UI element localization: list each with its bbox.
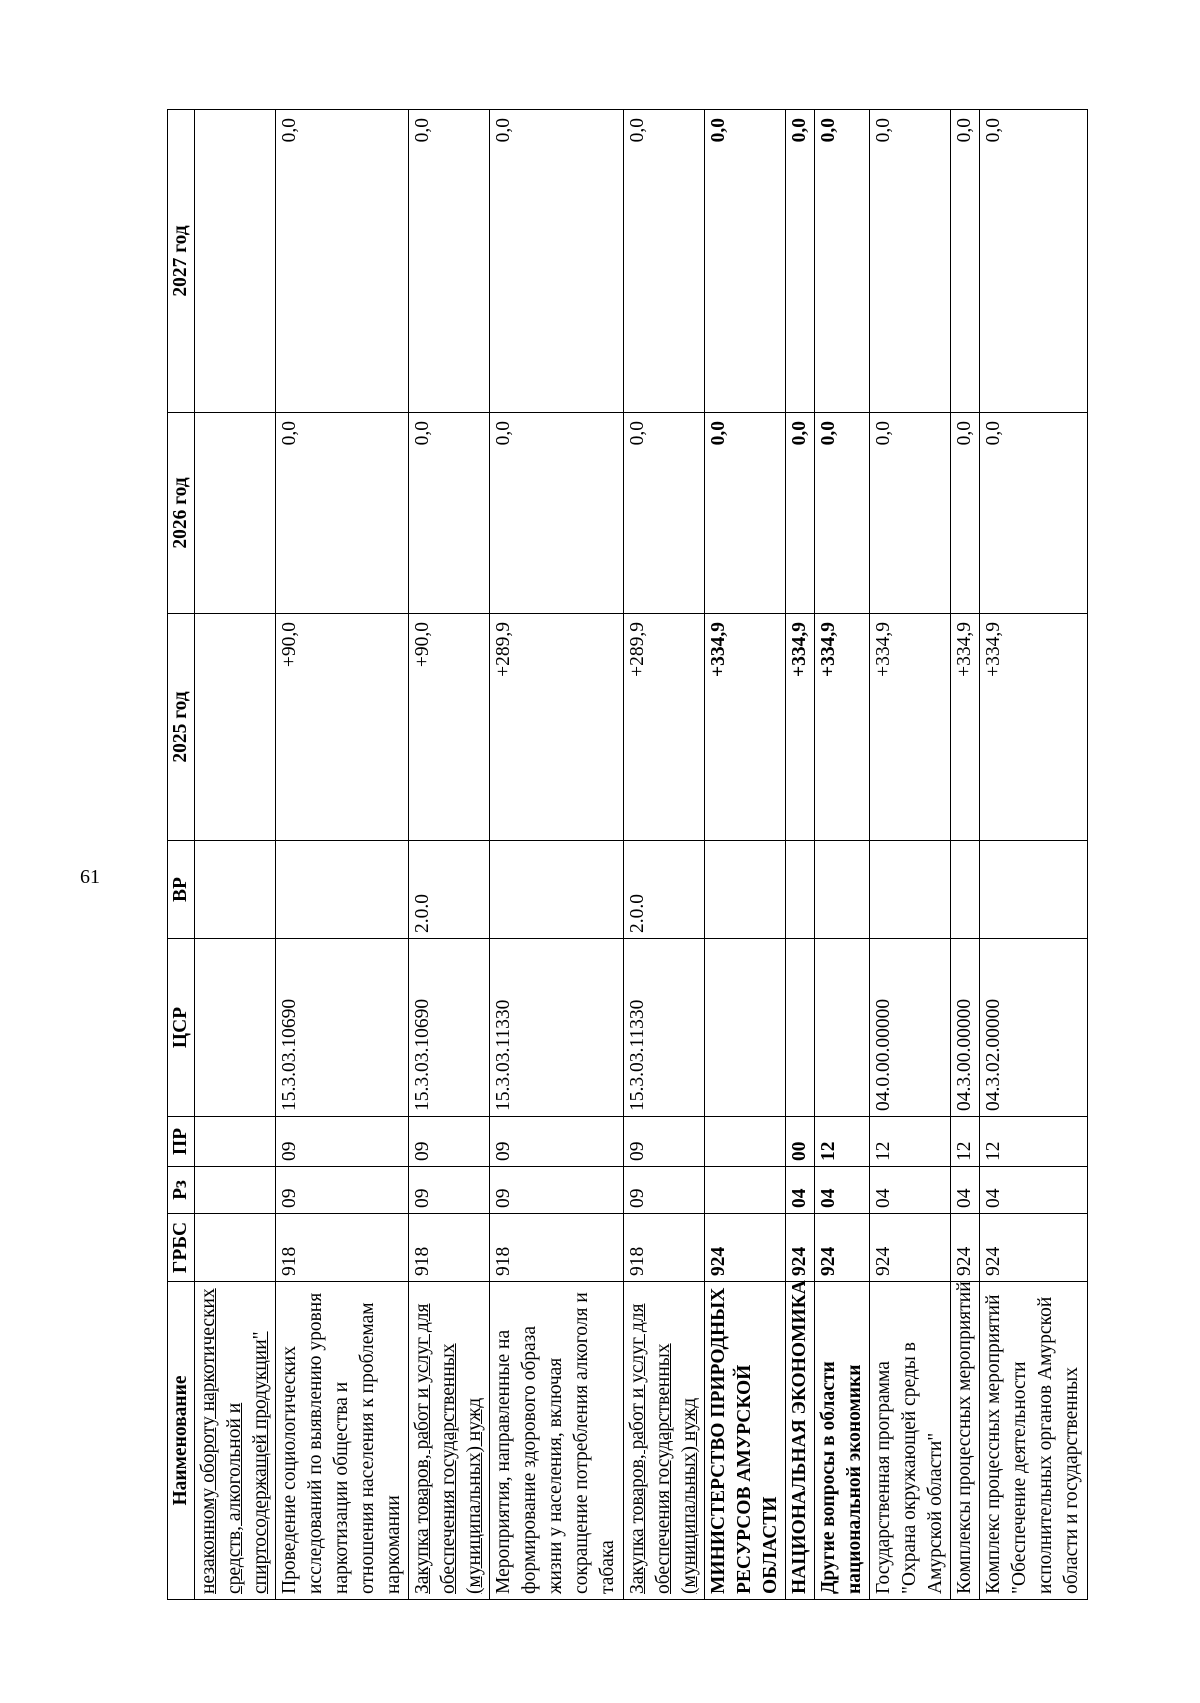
cell-csr: 04.3.02.00000 [980,939,1088,1117]
cell-2026: 0,0 [705,413,786,614]
table-row [705,110,786,1600]
cell-2027: 0,0 [870,110,951,413]
cell-vr: 2.0.0 [409,841,490,939]
cell-grbs: 924 [815,1214,870,1282]
cell-2025: +90,0 [276,614,409,841]
header-2025: 2025 год [168,614,195,841]
cell-grbs: 918 [276,1214,409,1282]
cell-rz: 09 [276,1167,409,1214]
cell-name: Проведение социологических исследований по выявлению уровня наркотизации общества и отношения населения к проблемам наркомании [276,1282,409,1600]
cell-vr [705,841,786,939]
cell-csr [705,939,786,1117]
cell-name: Другие вопросы в области национальной экономики [815,1282,870,1600]
cell-2027: 0,0 [624,110,705,413]
cell-pr: 12 [951,1117,980,1167]
cell-2025: +90,0 [409,614,490,841]
cell-pr: 12 [815,1117,870,1167]
table-row [786,110,815,1600]
cell-csr: 15.3.03.11330 [490,939,624,1117]
cell-2025: +289,9 [490,614,624,841]
cell-rz: 04 [815,1167,870,1214]
cell-rz: 04 [980,1167,1088,1214]
header-rz: Рз [168,1167,195,1214]
cell-2027: 0,0 [705,110,786,413]
cell-2026: 0,0 [490,413,624,614]
name-text: Закупка товаров, работ и услуг для обеспечения государственных (муниципальных) нужд [627,1303,700,1594]
cell-rz: 04 [870,1167,951,1214]
cell-pr: 09 [276,1117,409,1167]
cell-2027: 0,0 [980,110,1088,413]
cell-2026 [195,413,276,614]
cell-pr: 12 [870,1117,951,1167]
cell-2026: 0,0 [980,413,1088,614]
cell-grbs: 924 [951,1214,980,1282]
header-csr: ЦСР [168,939,195,1117]
cell-2027: 0,0 [276,110,409,413]
cell-grbs: 924 [705,1214,786,1282]
cell-rz: 04 [786,1167,815,1214]
cell-pr: 12 [980,1117,1088,1167]
table-row [276,110,409,1600]
cell-rz: 09 [624,1167,705,1214]
cell-name: Мероприятия, направленные на формирование здорового образа жизни у населения, включая сокращение потребления алкоголя и табака [490,1282,624,1600]
cell-csr [786,939,815,1117]
name-text: незаконному обороту наркотических средств, алкогольной и спиртосодержащей продукции" [198,1288,271,1594]
cell-grbs: 918 [624,1214,705,1282]
cell-2025: +334,9 [870,614,951,841]
cell-grbs: 924 [980,1214,1088,1282]
cell-name [409,1282,490,1600]
cell-2027: 0,0 [951,110,980,413]
table-row [409,110,490,1600]
cell-2025: +334,9 [705,614,786,841]
table-row [815,110,870,1600]
cell-vr [195,841,276,939]
cell-name [624,1282,705,1600]
cell-2025 [195,614,276,841]
cell-csr: 15.3.03.10690 [409,939,490,1117]
cell-2027: 0,0 [786,110,815,413]
cell-csr [815,939,870,1117]
cell-grbs: 924 [786,1214,815,1282]
cell-vr [815,841,870,939]
cell-rz [195,1167,276,1214]
budget-table [167,109,1088,1600]
table-row [951,110,980,1600]
cell-2025: +334,9 [980,614,1088,841]
cell-grbs: 924 [870,1214,951,1282]
cell-name: НАЦИОНАЛЬНАЯ ЭКОНОМИКА [786,1282,815,1600]
cell-2025: +334,9 [815,614,870,841]
cell-2026: 0,0 [815,413,870,614]
cell-csr [195,939,276,1117]
cell-name: Государственная программа "Охрана окружающей среды в Амурской области" [870,1282,951,1600]
page-number: 61 [80,866,100,888]
cell-2027: 0,0 [490,110,624,413]
cell-2026: 0,0 [409,413,490,614]
name-text: Закупка товаров, работ и услуг для обеспечения государственных (муниципальных) нужд [412,1303,485,1594]
cell-2025: +289,9 [624,614,705,841]
cell-pr: 00 [786,1117,815,1167]
table-row [870,110,951,1600]
table-row [195,110,276,1600]
header-vr: ВР [168,841,195,939]
cell-grbs [195,1214,276,1282]
cell-name: Комплекс процессных мероприятий "Обеспечение деятельности исполнительных органов Амурской области и государственных [980,1282,1088,1600]
header-grbs: ГРБС [168,1214,195,1282]
cell-2026: 0,0 [624,413,705,614]
cell-vr [276,841,409,939]
cell-vr [870,841,951,939]
cell-vr [980,841,1088,939]
cell-pr: 09 [409,1117,490,1167]
cell-rz: 09 [409,1167,490,1214]
cell-csr: 15.3.03.11330 [624,939,705,1117]
cell-2027 [195,110,276,413]
cell-grbs: 918 [409,1214,490,1282]
cell-2027: 0,0 [815,110,870,413]
cell-2027: 0,0 [409,110,490,413]
cell-2026: 0,0 [786,413,815,614]
cell-name: Комплексы процессных мероприятий [951,1282,980,1600]
header-pr: ПР [168,1117,195,1167]
cell-pr [705,1117,786,1167]
cell-name: МИНИСТЕРСТВО ПРИРОДНЫХ РЕСУРСОВ АМУРСКОЙ ОБЛАСТИ [705,1282,786,1600]
cell-rz [705,1167,786,1214]
cell-csr: 04.0.00.00000 [870,939,951,1117]
cell-2026: 0,0 [276,413,409,614]
cell-pr [195,1117,276,1167]
header-name: Наименование [168,1282,195,1600]
cell-grbs: 918 [490,1214,624,1282]
cell-2025: +334,9 [951,614,980,841]
header-2027: 2027 год [168,110,195,413]
cell-vr [786,841,815,939]
cell-pr: 09 [624,1117,705,1167]
cell-vr [951,841,980,939]
cell-name [195,1282,276,1600]
table-row [980,110,1088,1600]
cell-vr: 2.0.0 [624,841,705,939]
table-row [490,110,624,1600]
cell-csr: 04.3.00.00000 [951,939,980,1117]
cell-csr: 15.3.03.10690 [276,939,409,1117]
cell-rz: 04 [951,1167,980,1214]
table-row [624,110,705,1600]
table-header-row [168,110,195,1600]
cell-rz: 09 [490,1167,624,1214]
cell-vr [490,841,624,939]
header-2026: 2026 год [168,413,195,614]
rotated-table-container [167,110,1200,1600]
cell-2026: 0,0 [951,413,980,614]
cell-pr: 09 [490,1117,624,1167]
cell-2025: +334,9 [786,614,815,841]
cell-2026: 0,0 [870,413,951,614]
